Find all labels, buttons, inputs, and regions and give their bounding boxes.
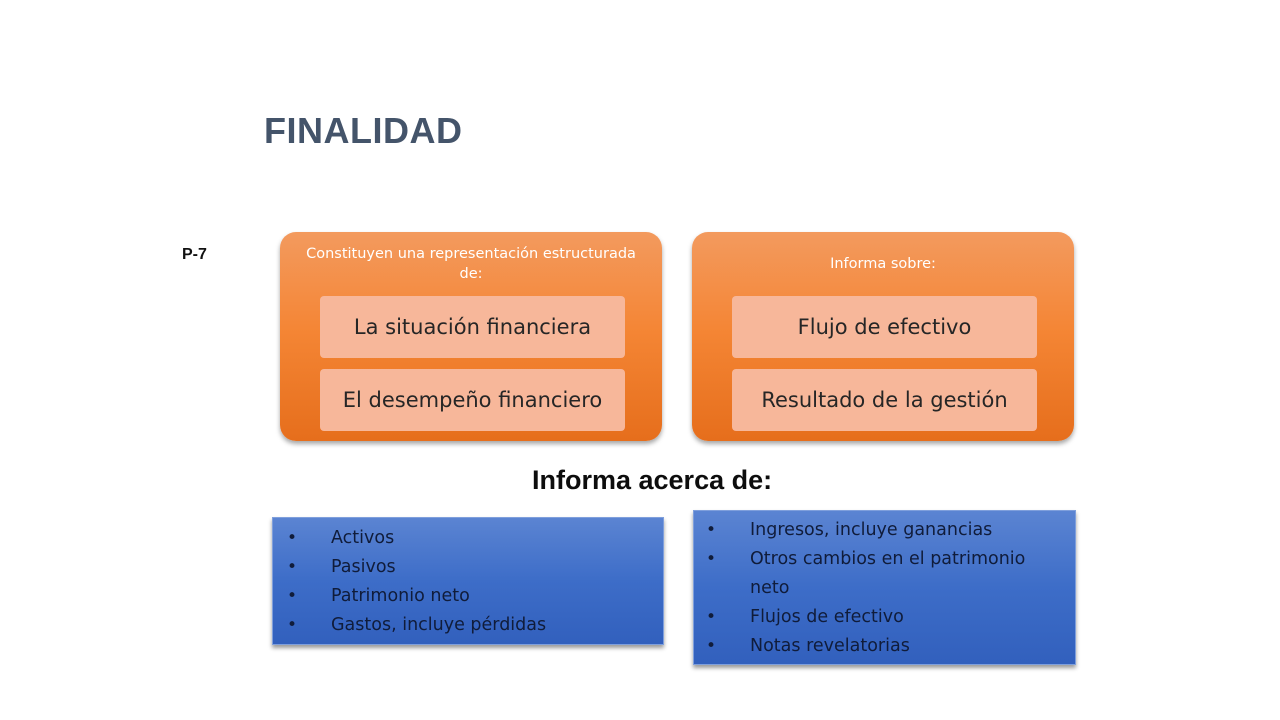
item-management-result: Resultado de la gestión [732, 369, 1037, 431]
list-item-text: Patrimonio neto [331, 586, 470, 606]
list-item [285, 553, 655, 582]
list-item-text: Otros cambios en el patrimonio neto [750, 549, 1026, 598]
slide-title: FINALIDAD [264, 110, 463, 151]
blue-box-elements-right [693, 510, 1076, 665]
bullet-list [704, 516, 1069, 661]
bullet-icon: • [705, 549, 717, 569]
list-item-text: Notas revelatorias [750, 636, 910, 656]
bullet-list [285, 524, 655, 640]
page-reference: P-7 [182, 246, 207, 263]
list-item [704, 603, 1069, 632]
bullet-icon: • [286, 528, 298, 548]
bullet-icon: • [286, 586, 298, 606]
item-cash-flow: Flujo de efectivo [732, 296, 1037, 358]
list-item-text: Activos [331, 528, 395, 548]
bullet-icon: • [286, 557, 298, 577]
orange-box-representation [280, 232, 662, 441]
list-item [704, 516, 1069, 545]
list-item-text: Gastos, incluye pérdidas [331, 615, 547, 635]
bullet-icon: • [286, 615, 298, 635]
item-financial-performance: El desempeño financiero [320, 369, 625, 431]
section-subtitle: Informa acerca de: [532, 465, 773, 495]
orange-box-header: Informa sobre: [830, 256, 936, 272]
orange-box-informs [692, 232, 1074, 441]
list-item [704, 545, 1069, 603]
list-item-text: Pasivos [331, 557, 396, 577]
item-financial-position: La situación financiera [320, 296, 625, 358]
list-item-text: Flujos de efectivo [750, 607, 904, 627]
list-item [285, 524, 655, 553]
bullet-icon: • [705, 607, 717, 627]
list-item-text: Ingresos, incluye ganancias [750, 520, 993, 540]
blue-box-elements-left [272, 517, 664, 645]
list-item [285, 611, 655, 640]
list-item [285, 582, 655, 611]
bullet-icon: • [705, 520, 717, 540]
list-item [704, 632, 1069, 661]
orange-box-header: Constituyen una representación estructurada de: [306, 246, 636, 282]
bullet-icon: • [705, 636, 717, 656]
